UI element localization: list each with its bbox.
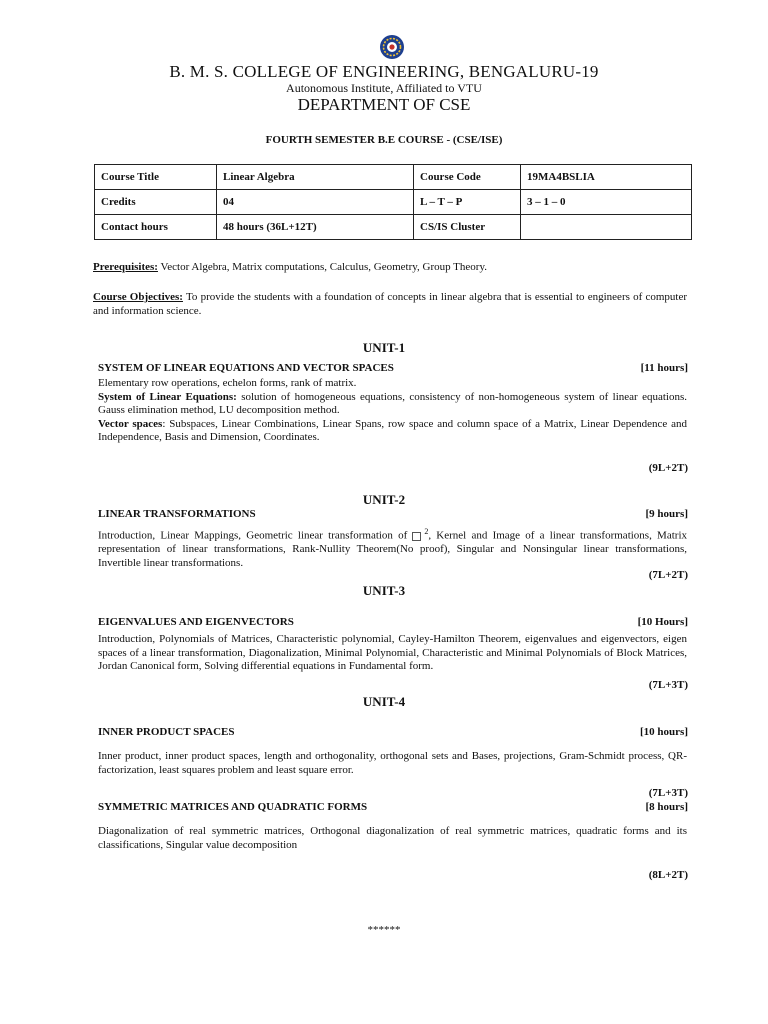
table-cell: 04 <box>217 190 414 215</box>
unit-4-hours: [10 hours] <box>640 726 688 738</box>
table-cell: Course Title <box>95 165 217 190</box>
table-cell: Course Code <box>414 165 521 190</box>
semester-title: FOURTH SEMESTER B.E COURSE - (CSE/ISE) <box>265 134 503 146</box>
unit-5-lt: (8L+2T) <box>648 869 688 881</box>
vector-spaces-label: Vector spaces <box>98 417 163 430</box>
table-row <box>95 190 692 215</box>
missing-glyph-icon <box>412 532 421 541</box>
unit-5-content: Diagonalization of real symmetric matrices, Orthogonal diagonalization of real symmetric matrices, quadratic forms and its classifications, Singular value decomposition <box>98 825 687 851</box>
table-cell: CS/IS Cluster <box>414 215 521 240</box>
unit-1-heading-row <box>98 362 688 374</box>
unit-2-title: UNIT-2 <box>362 492 406 507</box>
affiliation-text: Autonomous Institute, Affiliated to VTU <box>286 81 482 95</box>
objectives-text: To provide the students with a foundation of concepts in linear algebra that is essential to engineers of computer and information science. <box>93 291 687 317</box>
superscript: 2 <box>424 527 429 536</box>
department-name: DEPARTMENT OF CSE <box>297 95 471 114</box>
unit-3-heading: EIGENVALUES AND EIGENVECTORS <box>98 616 294 628</box>
unit-2-heading-row <box>98 508 688 520</box>
unit-5-hours: [8 hours] <box>645 801 688 813</box>
vector-spaces-text: : Subspaces, Linear Combinations, Linear Spans, row space and column space of a Matrix, Linear Dependence and Independence, Basis and Dimension, Coordinates. <box>98 417 687 443</box>
table-cell: Contact hours <box>95 215 217 240</box>
unit-2-content <box>98 525 687 570</box>
unit-2-text-a: Introduction, Linear Mappings, Geometric linear transformation of <box>98 529 408 542</box>
prerequisites-text: Vector Algebra, Matrix computations, Calculus, Geometry, Group Theory. <box>157 261 487 273</box>
prerequisites-label: Prerequisites: <box>93 261 158 273</box>
unit-2-text-b: , Kernel and Image of a linear transformations, Matrix representation of linear transformations, Rank-Nullity Theorem(No proof), Singular and Nonsingular linear transformations, Invertible linear transformations. <box>98 529 687 569</box>
unit-1-hours: [11 hours] <box>640 362 688 374</box>
unit-3-content: Introduction, Polynomials of Matrices, Characteristic polynomial, Cayley-Hamilton Theorem, eigenvalues and eigenvectors, eigen spaces of a linear transformation, Diagonalization, Minimal Polynomial, Characteristic and Minimal Polynomials of Block Matrices, Jordan Canonical form, Solving differential equations in Fundamental form. <box>98 633 687 672</box>
linear-equations-label: System of Linear Equations: <box>98 390 237 403</box>
unit-1-vector-spaces <box>98 418 687 445</box>
unit-5-heading: SYMMETRIC MATRICES AND QUADRATIC FORMS <box>98 801 368 813</box>
table-cell: Credits <box>95 190 217 215</box>
objectives-label: Course Objectives: <box>93 291 183 303</box>
unit-1-content <box>98 377 687 445</box>
unit-3-title: UNIT-3 <box>362 583 406 598</box>
college-emblem-icon <box>379 34 405 60</box>
unit-1-lt: (9L+2T) <box>648 462 688 474</box>
course-objectives <box>93 291 687 318</box>
unit-4-lt: (7L+3T) <box>648 787 688 799</box>
unit-4-content: Inner product, inner product spaces, length and orthogonality, orthogonal sets and Bases, projections, Gram-Schmidt process, QR-factorization, least squares problem and least square error. <box>98 750 687 776</box>
table-cell: 19MA4BSLIA <box>521 165 692 190</box>
course-details-table <box>94 164 692 240</box>
unit-3-heading-row <box>98 616 688 628</box>
unit-4-heading: INNER PRODUCT SPACES <box>98 726 235 738</box>
table-cell: Linear Algebra <box>217 165 414 190</box>
unit-4-heading-row <box>98 726 688 738</box>
table-cell: 48 hours (36L+12T) <box>217 215 414 240</box>
unit-3-lt: (7L+3T) <box>648 679 688 691</box>
unit-3-hours: [10 Hours] <box>637 616 688 628</box>
prerequisites <box>93 261 687 275</box>
table-cell <box>521 215 692 240</box>
table-row <box>95 215 692 240</box>
unit-2-lt: (7L+2T) <box>648 569 688 581</box>
table-cell: L – T – P <box>414 190 521 215</box>
unit-2-heading: LINEAR TRANSFORMATIONS <box>98 508 256 520</box>
table-cell: 3 – 1 – 0 <box>521 190 692 215</box>
unit-1-title: UNIT-1 <box>362 340 406 355</box>
unit-1-heading: SYSTEM OF LINEAR EQUATIONS AND VECTOR SPACES <box>98 362 394 374</box>
unit-5-heading-row <box>98 801 688 813</box>
college-name: B. M. S. COLLEGE OF ENGINEERING, BENGALURU-19 <box>169 62 599 81</box>
linear-equations-text: solution of homogeneous equations, consistency of non-homogeneous system of linear equations. Gauss elimination method, LU decomposition method. <box>98 390 687 416</box>
footer-stars: ****** <box>367 924 401 936</box>
unit-1-line: Elementary row operations, echelon forms, rank of matrix. <box>98 377 357 389</box>
unit-1-linear-equations <box>98 391 687 418</box>
table-row <box>95 165 692 190</box>
unit-2-hours: [9 hours] <box>645 508 688 520</box>
unit-4-title: UNIT-4 <box>362 694 406 709</box>
